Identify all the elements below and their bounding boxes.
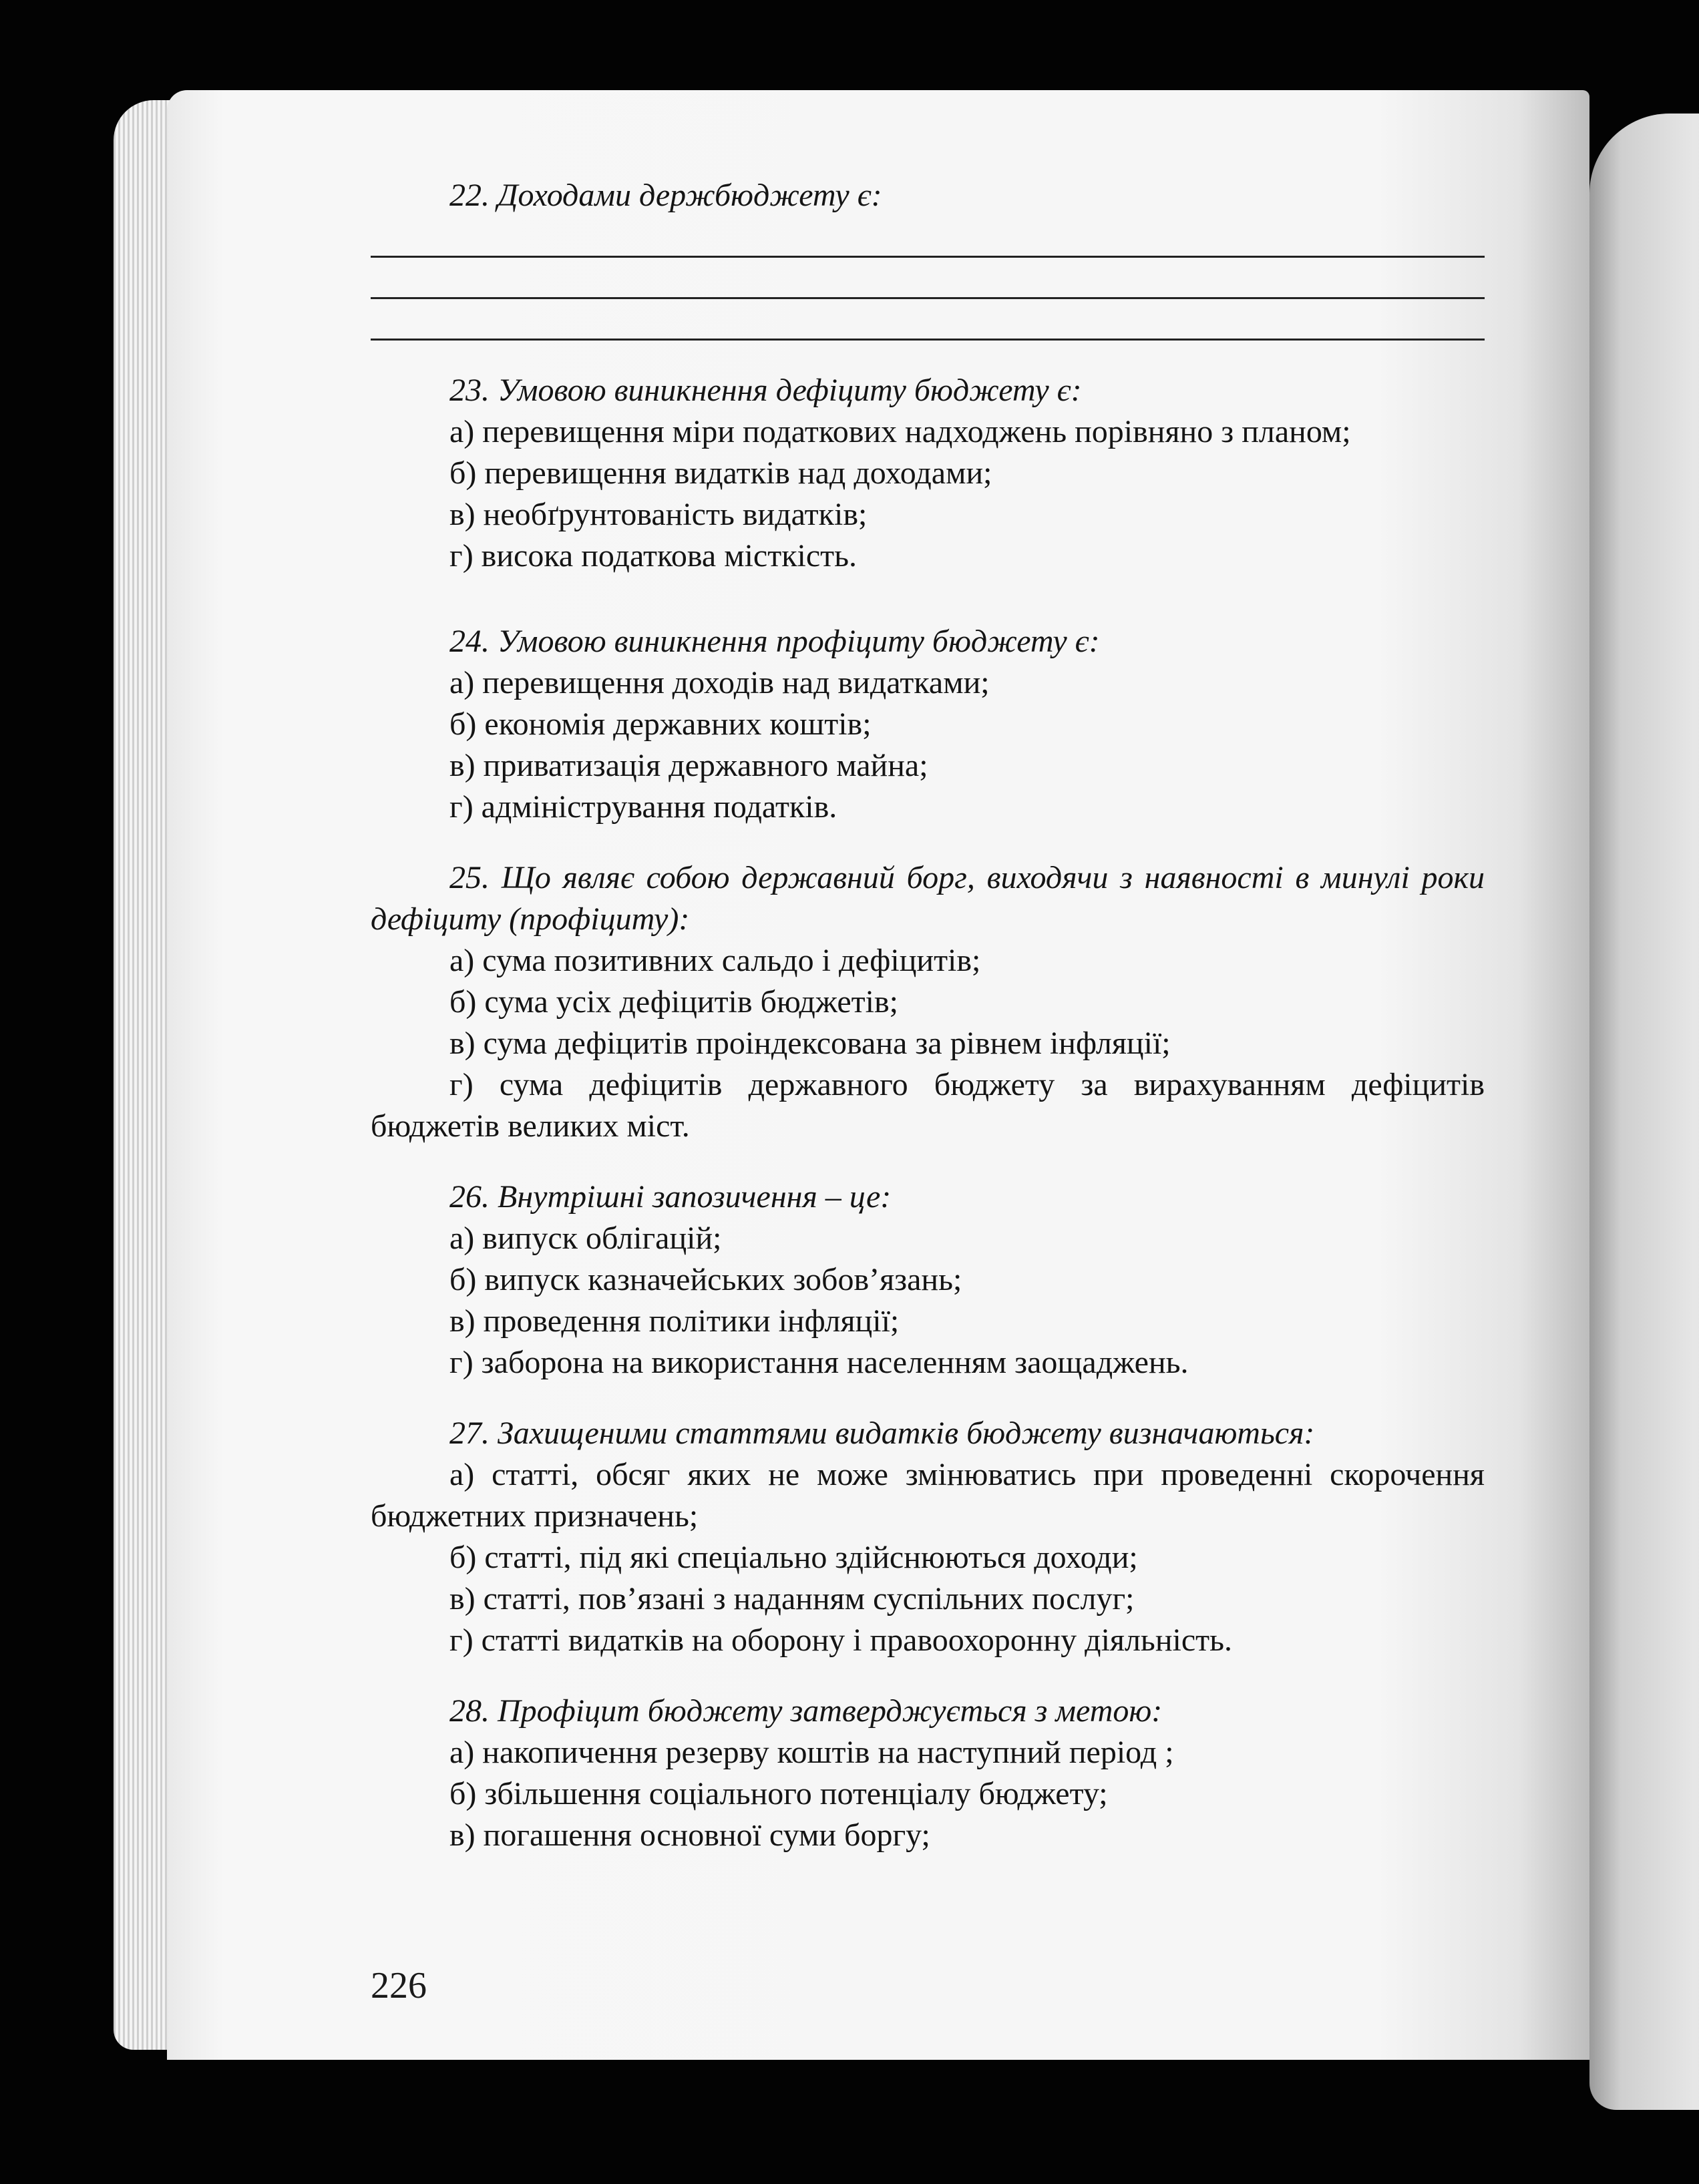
question-24-title: 24. Умовою виникнення профіциту бюджету є:: [449, 624, 1100, 659]
question-28-option-a: а) накопичення резерву коштів на наступний період ;: [449, 1735, 1174, 1770]
question-23-title: 23. Умовою виникнення дефіциту бюджету є:: [449, 373, 1082, 408]
question-23-option-b: б) перевищення видатків над доходами;: [449, 455, 992, 491]
question-24-option-a: а) перевищення доходів над видатками;: [449, 665, 990, 700]
page-number: 226: [371, 1965, 427, 2006]
answer-line: [371, 216, 1485, 258]
question-25-option-a: а) сума позитивних сальдо і дефіцитів;: [449, 943, 981, 978]
answer-line: [371, 258, 1485, 299]
question-23-option-d: г) висока податкова місткість.: [449, 538, 858, 574]
question-26-option-c: в) проведення політики інфляції;: [449, 1303, 900, 1339]
question-28-title: 28. Профіцит бюджету затверджується з метою:: [449, 1693, 1163, 1729]
answer-line: [371, 299, 1485, 341]
page-content: [371, 175, 1485, 1856]
question-24-option-c: в) приватизація державного майна;: [449, 748, 928, 783]
question-26-title: 26. Внутрішні запозичення – це:: [449, 1179, 892, 1215]
facing-page: [1589, 114, 1699, 2110]
question-27-option-d: г) статті видатків на оборону і правоохоронну діяльність.: [449, 1622, 1233, 1658]
question-23-option-c: в) необґрунтованість видатків;: [449, 497, 868, 532]
question-28-option-b: б) збільшення соціального потенціалу бюджету;: [449, 1776, 1108, 1811]
question-23-option-a: а) перевищення міри податкових надходжень порівняно з планом;: [449, 414, 1351, 449]
question-26-option-b: б) випуск казначейських зобов’язань;: [449, 1262, 962, 1297]
question-25-option-d: г) сума дефіцитів державного бюджету за вирахуванням дефіцитів бюджетів великих міст.: [371, 1067, 1485, 1144]
question-26-option-a: а) випуск облігацій;: [449, 1221, 722, 1256]
question-24-option-d: г) адміністрування податків.: [449, 789, 837, 825]
question-25-option-b: б) сума усіх дефіцитів бюджетів;: [449, 984, 898, 1020]
question-27-title: 27. Захищеними статтями видатків бюджету визначаються:: [449, 1415, 1315, 1451]
question-28-option-c: в) погашення основної суми боргу;: [449, 1817, 930, 1853]
question-25-option-c: в) сума дефіцитів проіндексована за рівнем інфляції;: [449, 1026, 1171, 1061]
question-26-option-d: г) заборона на використання населенням заощаджень.: [449, 1345, 1189, 1380]
question-22-title: 22. Доходами держбюджету є:: [449, 178, 882, 213]
question-25-title: 25. Що являє собою державний борг, виходячи з наявності в минулі роки дефіциту (профіциту):: [371, 860, 1485, 937]
question-27-option-a: а) статті, обсяг яких не може змінюватись при проведенні скорочення бюджетних призначень;: [371, 1457, 1485, 1534]
question-24-option-b: б) економія державних коштів;: [449, 706, 872, 742]
question-27-option-b: б) статті, під які спеціально здійснюються доходи;: [449, 1540, 1138, 1575]
question-27-option-c: в) статті, пов’язані з наданням суспільних послуг;: [449, 1581, 1135, 1616]
